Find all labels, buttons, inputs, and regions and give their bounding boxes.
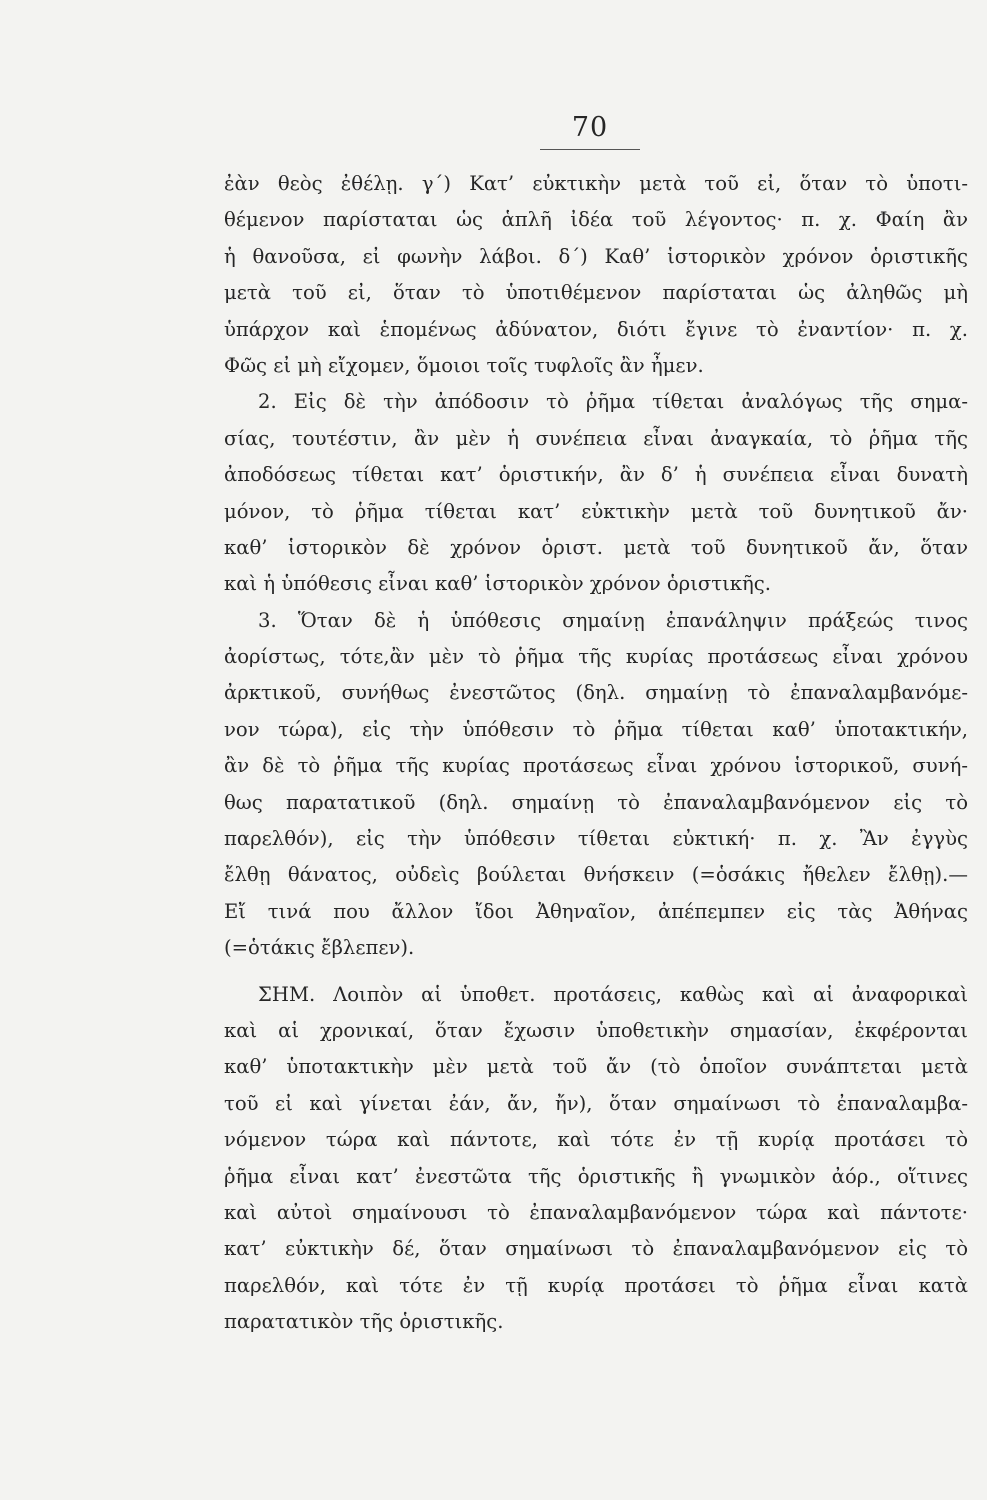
text-line: ἀποδόσεως τίθεται κατ’ ὁριστικήν, ἂν δ’ ἡ συνέπεια εἶναι δυνατὴ: [224, 463, 968, 487]
text-line: παρελθόν), εἰς τὴν ὑπόθεσιν τίθεται εὐκτική· π. χ. Ἂν ἐγγὺς: [224, 827, 968, 851]
text-line: μόνον, τὸ ῥῆμα τίθεται κατ’ εὐκτικὴν μετὰ τοῦ δυνητικοῦ ἄν·: [224, 499, 968, 523]
text-line: ἔλθῃ θάνατος, οὐδεὶς βούλεται θνήσκειν (=ὁσάκις ἤθελεν ἔλθῃ).—: [224, 863, 968, 887]
text-line: κατ’ εὐκτικὴν δέ, ὅταν σημαίνωσι τὸ ἐπαναλαμβανόμενον εἰς τὸ: [224, 1237, 968, 1261]
text-line: θως παρατατικοῦ (δηλ. σημαίνῃ τὸ ἐπαναλαμβανόμενον εἰς τὸ: [224, 790, 968, 814]
text-line: νον τώρα), εἰς τὴν ὑπόθεσιν τὸ ῥῆμα τίθεται καθ’ ὑποτακτικήν,: [224, 717, 968, 741]
text-line: καὶ αἱ χρονικαί, ὅταν ἔχωσιν ὑποθετικὴν σημασίαν, ἐκφέρονται: [224, 1018, 968, 1042]
text-line: καθ’ ὑποτακτικὴν μὲν μετὰ τοῦ ἄν (τὸ ὁποῖον συνάπτεται μετὰ: [224, 1055, 968, 1079]
text-line: ἀρκτικοῦ, συνήθως ἐνεστῶτος (δηλ. σημαίνῃ τὸ ἐπαναλαμβανόμε-: [224, 681, 968, 705]
text-line: θέμενον παρίσταται ὡς ἁπλῆ ἰδέα τοῦ λέγοντος· π. χ. Φαίη ἂν: [224, 208, 968, 232]
text-line: ἐὰν θεὸς ἐθέλῃ. γ΄) Κατ’ εὐκτικὴν μετὰ τοῦ εἰ, ὅταν τὸ ὑποτι-: [224, 172, 968, 195]
text-line: Εἴ τινά που ἄλλον ἴδοι Ἀθηναῖον, ἀπέπεμπεν εἰς τὰς Ἀθήνας: [224, 899, 968, 923]
text-line: ἂν δὲ τὸ ῥῆμα τῆς κυρίας προτάσεως εἶναι χρόνου ἱστορικοῦ, συνή-: [224, 754, 968, 778]
text-line: 3. Ὅταν δὲ ἡ ὑπόθεσις σημαίνῃ ἐπανάληψιν πράξεώς τινος: [258, 608, 968, 632]
page-number: 70: [571, 112, 609, 143]
text-line: ῥῆμα εἶναι κατ’ ἐνεστῶτα τῆς ὁριστικῆς ἢ γνωμικὸν ἀόρ., οἵτινες: [224, 1164, 968, 1188]
text-line: ἀορίστως, τότε,ἂν μὲν τὸ ῥῆμα τῆς κυρίας προτάσεως εἶναι χρόνου: [224, 645, 968, 669]
text-line: Φῶς εἰ μὴ εἴχομεν, ὅμοιοι τοῖς τυφλοῖς ἂν ἦμεν.: [224, 353, 704, 377]
text-line: καθ’ ἱστορικὸν δὲ χρόνον ὁριστ. μετὰ τοῦ δυνητικοῦ ἄν, ὅταν: [224, 535, 968, 559]
page-number-rule: [540, 149, 640, 150]
text-line: παρατατικὸν τῆς ὁριστικῆς.: [224, 1310, 504, 1334]
text-line: καὶ ἡ ὑπόθεσις εἶναι καθ’ ἱστορικὸν χρόνον ὁριστικῆς.: [224, 572, 771, 596]
body-text: [224, 166, 968, 1341]
text-line: (=ὁτάκις ἔβλεπεν).: [224, 936, 415, 960]
text-line: παρελθόν, καὶ τότε ἐν τῇ κυρίᾳ προτάσει τὸ ῥῆμα εἶναι κατὰ: [224, 1273, 968, 1297]
text-line: 2. Εἰς δὲ τὴν ἀπόδοσιν τὸ ῥῆμα τίθεται ἀναλόγως τῆς σημα-: [258, 390, 968, 414]
text-line: ΣΗΜ. Λοιπὸν αἱ ὑποθετ. προτάσεις, καθὼς καὶ αἱ ἀναφορικαὶ: [258, 982, 968, 1006]
text-line: μετὰ τοῦ εἰ, ὅταν τὸ ὑποτιθέμενον παρίσταται ὡς ἀληθῶς μὴ: [224, 281, 968, 305]
text-line: καὶ αὐτοὶ σημαίνουσι τὸ ἐπαναλαμβανόμενον τώρα καὶ πάντοτε·: [224, 1200, 968, 1224]
text-line: ἡ θανοῦσα, εἰ φωνὴν λάβοι. δ΄) Καθ’ ἱστορικὸν χρόνον ὁριστικῆς: [224, 244, 968, 268]
text-line: τοῦ εἰ καὶ γίνεται ἐάν, ἄν, ἤν), ὅταν σημαίνωσι τὸ ἐπαναλαμβα-: [224, 1091, 968, 1115]
text-line: σίας, τουτέστιν, ἂν μὲν ἡ συνέπεια εἶναι ἀναγκαία, τὸ ῥῆμα τῆς: [224, 426, 968, 450]
text-line: ὑπάρχον καὶ ἑπομένως ἀδύνατον, διότι ἔγινε τὸ ἐναντίον· π. χ.: [224, 317, 968, 341]
text-line: νόμενον τώρα καὶ πάντοτε, καὶ τότε ἐν τῇ κυρίᾳ προτάσει τὸ: [224, 1128, 968, 1152]
